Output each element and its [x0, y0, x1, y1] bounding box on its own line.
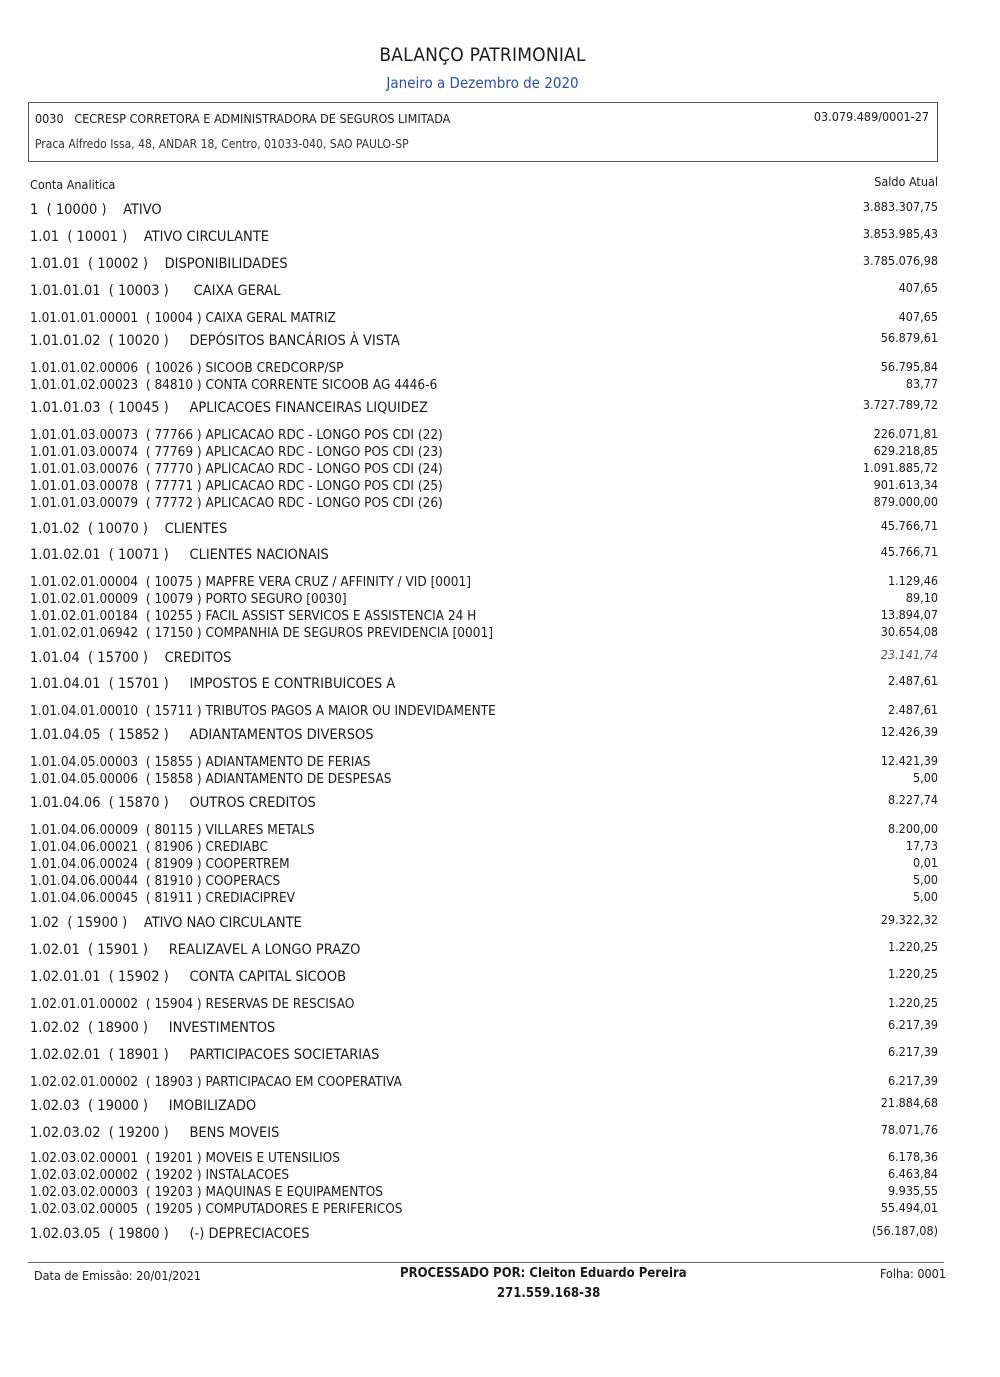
account-group-label: 1.01.04.01 ( 15701 ) IMPOSTOS E CONTRIBUICOES A — [30, 676, 396, 692]
account-balance: 55.494,01 — [880, 1200, 938, 1215]
account-group-label: 1.01.02 ( 10070 ) CLIENTES — [30, 521, 228, 537]
account-group-label: 1.01 ( 10001 ) ATIVO CIRCULANTE — [30, 229, 269, 245]
account-balance: 1.220,25 — [887, 995, 938, 1010]
column-header-balance: Saldo Atual — [874, 174, 938, 189]
account-detail-label: 1.01.04.01.00010 ( 15711 ) TRIBUTOS PAGOS A MAIOR OU INDEVIDAMENTE — [30, 703, 496, 719]
account-detail-label: 1.01.01.02.00006 ( 10026 ) SICOOB CREDCORP/SP — [30, 360, 344, 376]
period-subtitle: Janeiro a Dezembro de 2020 — [386, 74, 579, 92]
account-detail-label: 1.01.01.03.00073 ( 77766 ) APLICACAO RDC - LONGO POS CDI (22) — [30, 427, 443, 443]
account-group-label: 1.02.03.05 ( 19800 ) (-) DEPRECIACOES — [30, 1226, 310, 1242]
company-address: Praca Alfredo Issa, 48, ANDAR 18, Centro, 01033-040, SAO PAULO-SP — [35, 137, 409, 151]
company-header-box — [28, 102, 938, 162]
account-balance: 407,65 — [898, 280, 938, 295]
account-detail-label: 1.01.04.06.00009 ( 80115 ) VILLARES METALS — [30, 822, 315, 838]
account-detail-label: 1.01.01.02.00023 ( 84810 ) CONTA CORRENTE SICOOB AG 4446-6 — [30, 377, 438, 393]
account-group-label: 1.01.01 ( 10002 ) DISPONIBILIDADES — [30, 256, 288, 272]
account-detail-label: 1.01.04.06.00044 ( 81910 ) COOPERACS — [30, 873, 281, 889]
account-group-label: 1.02.02.01 ( 18901 ) PARTICIPACOES SOCIETARIAS — [30, 1047, 380, 1063]
processor-cpf: 271.559.168-38 — [497, 1286, 601, 1301]
account-detail-label: 1.01.01.03.00076 ( 77770 ) APLICACAO RDC - LONGO POS CDI (24) — [30, 461, 443, 477]
account-balance: 12.421,39 — [880, 753, 938, 768]
account-group-label: 1.01.01.01 ( 10003 ) CAIXA GERAL — [30, 283, 281, 299]
account-group-label: 1.02.02 ( 18900 ) INVESTIMENTOS — [30, 1020, 276, 1036]
account-balance: 6.217,39 — [887, 1073, 938, 1088]
account-balance: 1.091.885,72 — [862, 460, 938, 475]
account-balance: 3.853.985,43 — [862, 226, 938, 241]
account-balance: 9.935,55 — [887, 1183, 938, 1198]
account-balance: 3.785.076,98 — [862, 253, 938, 268]
account-balance: 5,00 — [912, 872, 938, 887]
account-group-label: 1.01.04.06 ( 15870 ) OUTROS CREDITOS — [30, 795, 316, 811]
account-group-label: 1.02.01.01 ( 15902 ) CONTA CAPITAL SICOOB — [30, 969, 347, 985]
account-balance: 407,65 — [898, 309, 938, 324]
account-balance: (56.187,08) — [872, 1223, 938, 1238]
account-balance: 56.795,84 — [880, 359, 938, 374]
company-cnpj: 03.079.489/0001-27 — [813, 109, 929, 124]
account-group-label: 1.01.04 ( 15700 ) CREDITOS — [30, 650, 232, 666]
account-detail-label: 1.01.02.01.00184 ( 10255 ) FACIL ASSIST SERVICOS E ASSISTENCIA 24 H — [30, 608, 477, 624]
account-balance: 12.426,39 — [880, 724, 938, 739]
company-code: 0030 — [35, 111, 64, 126]
account-balance: 78.071,76 — [880, 1122, 938, 1137]
account-detail-label: 1.01.01.03.00074 ( 77769 ) APLICACAO RDC - LONGO POS CDI (23) — [30, 444, 443, 460]
account-detail-label: 1.01.04.05.00003 ( 15855 ) ADIANTAMENTO DE FERIAS — [30, 754, 371, 770]
account-balance: 13.894,07 — [880, 607, 938, 622]
account-group-label: 1.01.02.01 ( 10071 ) CLIENTES NACIONAIS — [30, 547, 329, 563]
account-group-label: 1.02.03 ( 19000 ) IMOBILIZADO — [30, 1098, 257, 1114]
account-balance: 2.487,61 — [887, 702, 938, 717]
account-detail-label: 1.01.04.06.00021 ( 81906 ) CREDIABC — [30, 839, 268, 855]
account-balance: 56.879,61 — [880, 330, 938, 345]
account-group-label: 1.01.01.03 ( 10045 ) APLICACOES FINANCEIRAS LIQUIDEZ — [30, 400, 428, 416]
account-detail-label: 1.02.03.02.00003 ( 19203 ) MAQUINAS E EQUIPAMENTOS — [30, 1184, 383, 1200]
account-balance: 89,10 — [905, 590, 938, 605]
account-detail-label: 1.01.04.06.00045 ( 81911 ) CREDIACIPREV — [30, 890, 295, 906]
account-group-label: 1.02.01 ( 15901 ) REALIZAVEL A LONGO PRAZO — [30, 942, 361, 958]
account-group-label: 1 ( 10000 ) ATIVO — [30, 202, 162, 218]
account-detail-label: 1.01.04.06.00024 ( 81909 ) COOPERTREM — [30, 856, 290, 872]
account-balance: 879.000,00 — [873, 494, 938, 509]
account-detail-label: 1.02.02.01.00002 ( 18903 ) PARTICIPACAO EM COOPERATIVA — [30, 1074, 402, 1090]
account-detail-label: 1.01.02.01.00004 ( 10075 ) MAPFRE VERA CRUZ / AFFINITY / VID [0001] — [30, 574, 471, 590]
emission-date: Data de Emissão: 20/01/2021 — [34, 1268, 201, 1283]
company-line — [35, 111, 450, 126]
footer-divider — [28, 1262, 944, 1263]
account-detail-label: 1.02.03.02.00001 ( 19201 ) MOVEIS E UTENSILIOS — [30, 1150, 340, 1166]
column-header-account: Conta Analitica — [30, 177, 116, 192]
account-detail-label: 1.01.01.03.00079 ( 77772 ) APLICACAO RDC - LONGO POS CDI (26) — [30, 495, 443, 511]
account-balance: 1.220,25 — [887, 939, 938, 954]
company-name: CECRESP CORRETORA E ADMINISTRADORA DE SEGUROS LIMITADA — [74, 111, 451, 126]
account-balance: 3.727.789,72 — [862, 397, 938, 412]
account-detail-label: 1.02.03.02.00002 ( 19202 ) INSTALACOES — [30, 1167, 290, 1183]
account-group-label: 1.01.04.05 ( 15852 ) ADIANTAMENTOS DIVERSOS — [30, 727, 374, 743]
account-balance: 8.227,74 — [887, 792, 938, 807]
account-balance: 6.217,39 — [887, 1044, 938, 1059]
account-balance: 5,00 — [912, 770, 938, 785]
account-balance: 6.463,84 — [887, 1166, 938, 1181]
account-balance: 45.766,71 — [880, 518, 938, 533]
page-title: BALANÇO PATRIMONIAL — [379, 44, 586, 66]
account-balance: 23.141,74 — [880, 647, 938, 662]
account-balance: 1.129,46 — [887, 573, 938, 588]
account-balance: 0,01 — [912, 855, 938, 870]
account-detail-label: 1.01.02.01.06942 ( 17150 ) COMPANHIA DE SEGUROS PREVIDENCIA [0001] — [30, 625, 493, 641]
account-balance: 30.654,08 — [880, 624, 938, 639]
account-group-label: 1.02 ( 15900 ) ATIVO NAO CIRCULANTE — [30, 915, 302, 931]
account-balance: 17,73 — [905, 838, 938, 853]
account-detail-label: 1.02.03.02.00005 ( 19205 ) COMPUTADORES E PERIFERICOS — [30, 1201, 403, 1217]
account-group-label: 1.02.03.02 ( 19200 ) BENS MOVEIS — [30, 1125, 280, 1141]
account-detail-label: 1.01.04.05.00006 ( 15858 ) ADIANTAMENTO DE DESPESAS — [30, 771, 392, 787]
account-balance: 45.766,71 — [880, 544, 938, 559]
account-balance: 629.218,85 — [873, 443, 938, 458]
account-balance: 1.220,25 — [887, 966, 938, 981]
account-detail-label: 1.01.01.01.00001 ( 10004 ) CAIXA GERAL MATRIZ — [30, 310, 336, 326]
page-number: Folha: 0001 — [879, 1266, 946, 1281]
account-balance: 901.613,34 — [873, 477, 938, 492]
account-balance: 2.487,61 — [887, 673, 938, 688]
account-balance: 226.071,81 — [873, 426, 938, 441]
account-balance: 83,77 — [905, 376, 938, 391]
account-balance: 5,00 — [912, 889, 938, 904]
account-balance: 6.217,39 — [887, 1017, 938, 1032]
account-detail-label: 1.01.02.01.00009 ( 10079 ) PORTO SEGURO [0030] — [30, 591, 347, 607]
account-balance: 21.884,68 — [880, 1095, 938, 1110]
account-balance: 3.883.307,75 — [862, 199, 938, 214]
account-balance: 8.200,00 — [887, 821, 938, 836]
account-detail-label: 1.01.01.03.00078 ( 77771 ) APLICACAO RDC - LONGO POS CDI (25) — [30, 478, 443, 494]
account-detail-label: 1.02.01.01.00002 ( 15904 ) RESERVAS DE RESCISAO — [30, 996, 355, 1012]
processed-by: PROCESSADO POR: Cleiton Eduardo Pereira — [400, 1266, 687, 1281]
account-balance: 6.178,36 — [887, 1149, 938, 1164]
account-group-label: 1.01.01.02 ( 10020 ) DEPÓSITOS BANCÁRIOS À VISTA — [30, 333, 400, 349]
account-balance: 29.322,32 — [880, 912, 938, 927]
